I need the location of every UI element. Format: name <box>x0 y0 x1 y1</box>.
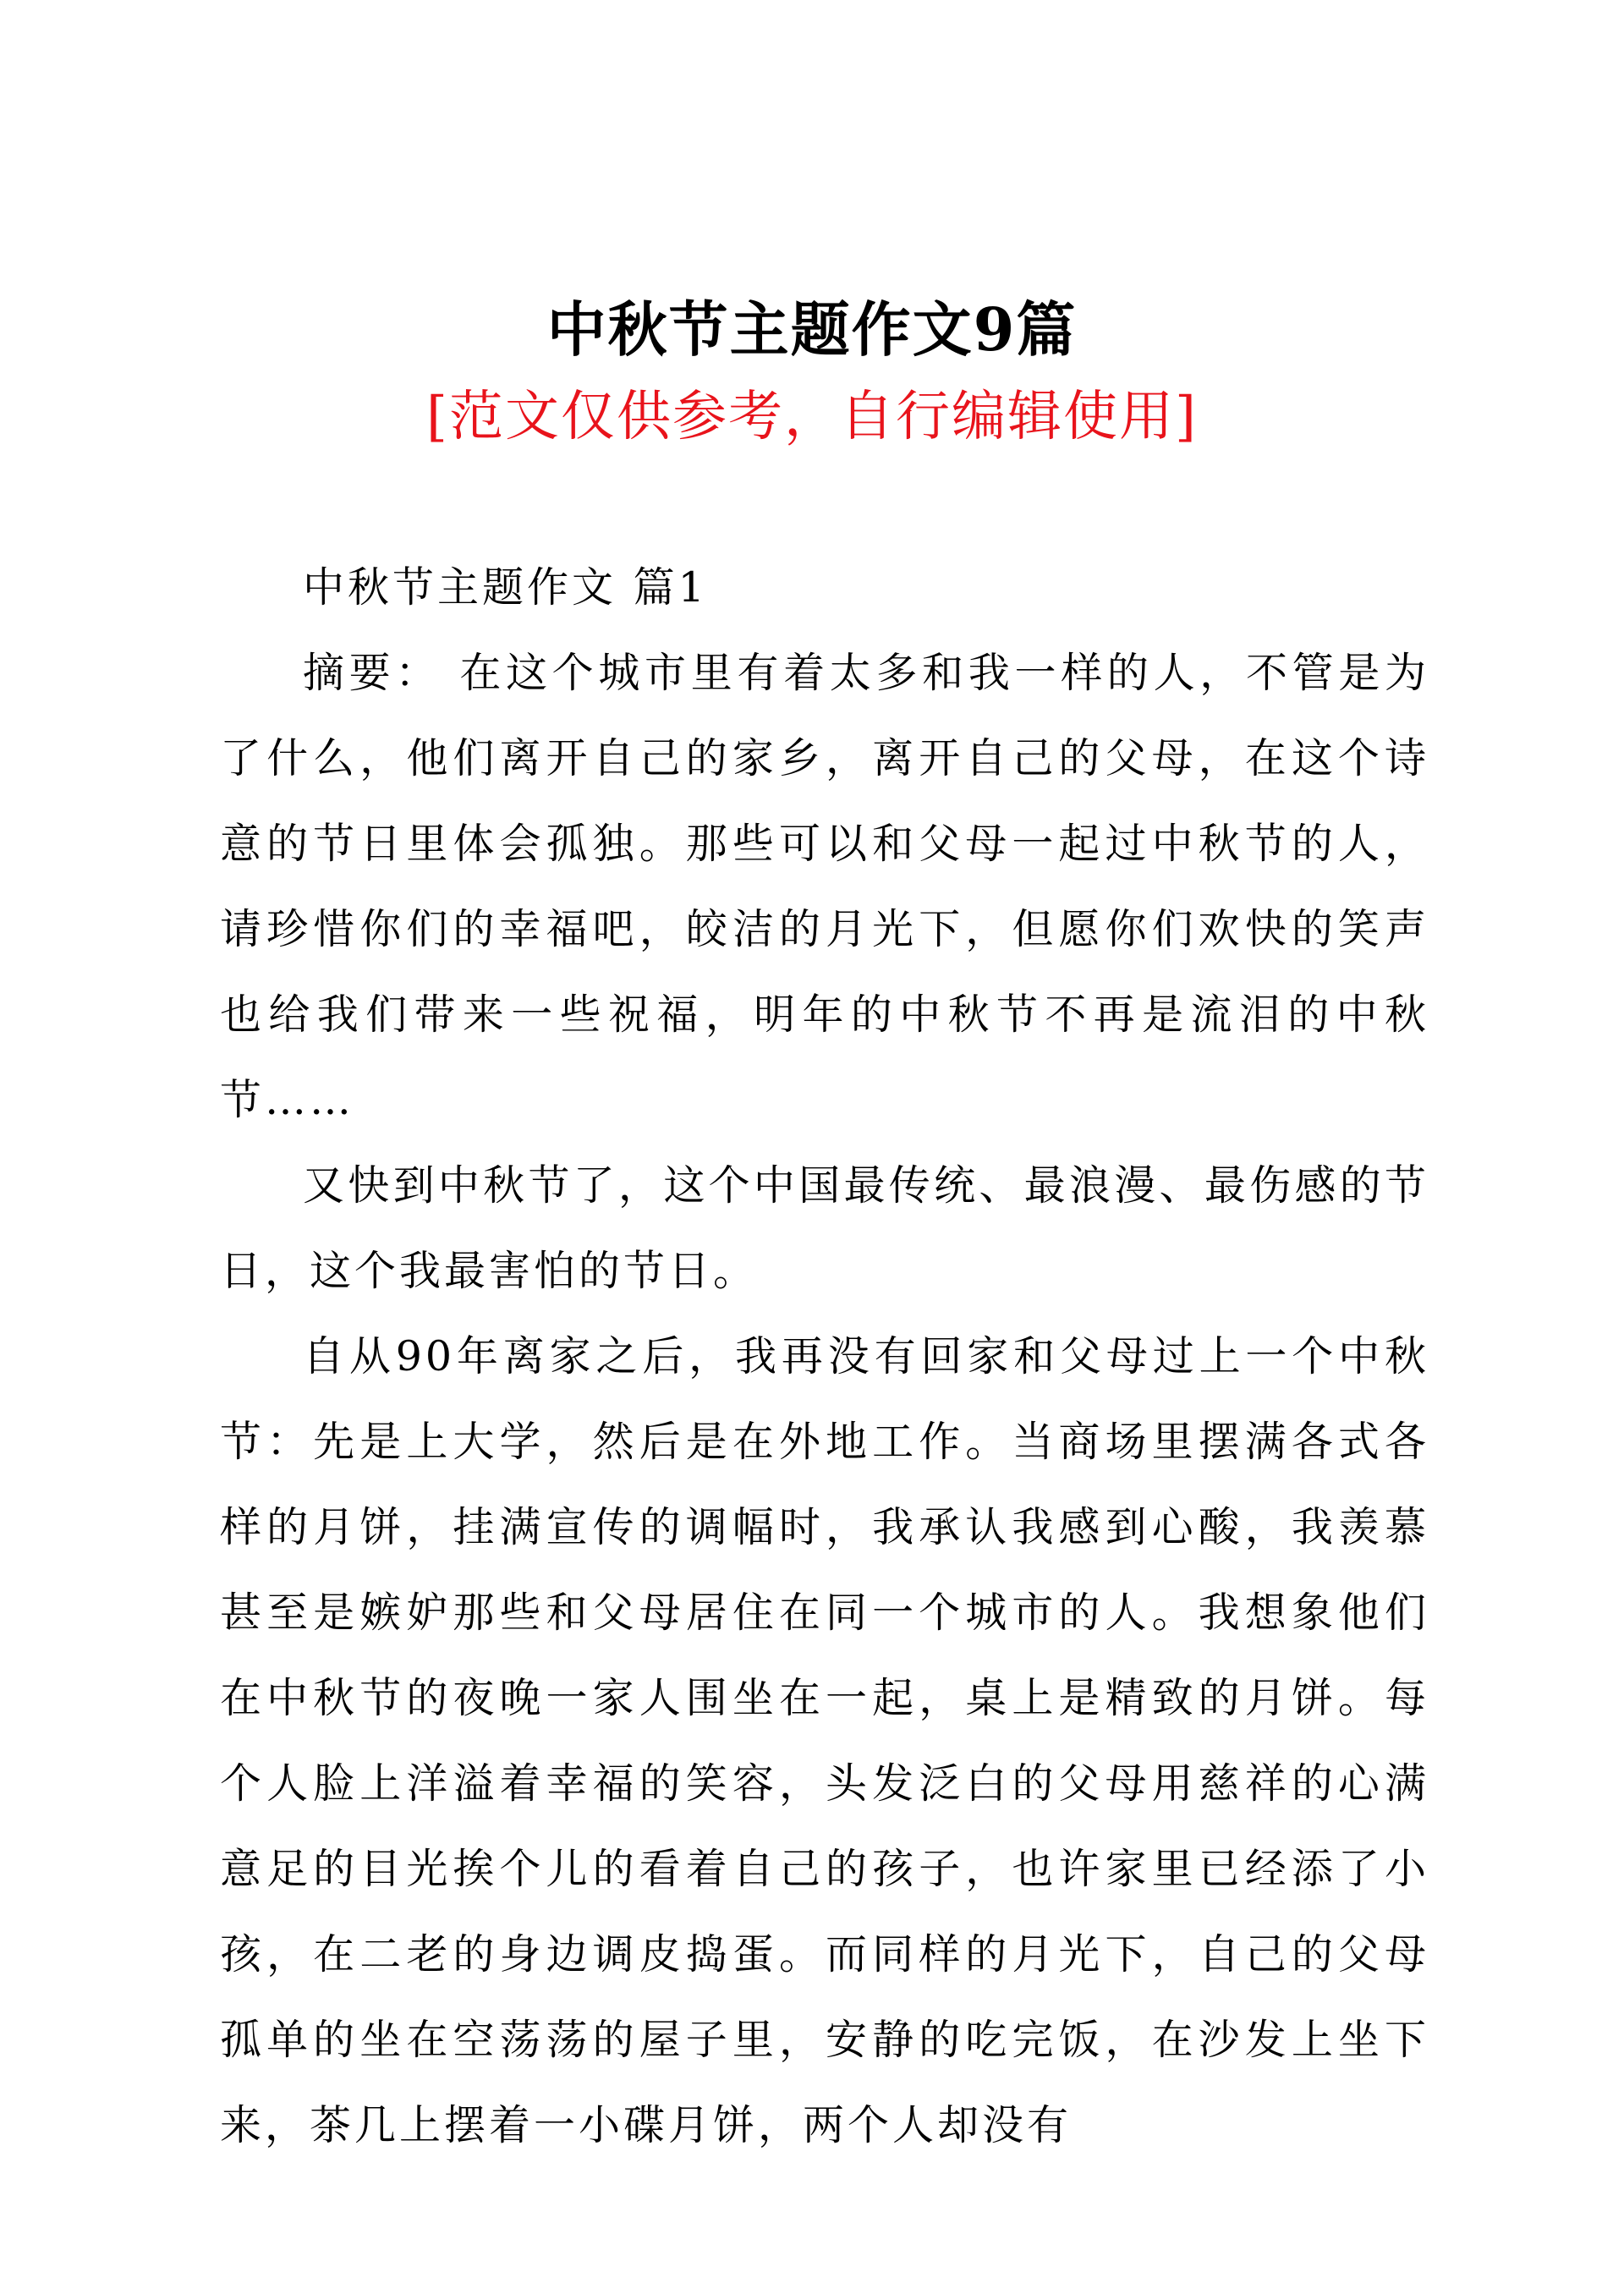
paragraph-3: 自从90年离家之后，我再没有回家和父母过上一个中秋节：先是上大学，然后是在外地工作。当商场里摆满各式各样的月饼，挂满宣传的调幅时，我承认我感到心酸，我羡慕甚至是嫉妒那些和父母居住在同一个城市的人。我想象他们在中秋节的夜晚一家人围坐在一起，桌上是精致的月饼。每个人脸上洋溢着幸福的笑容，头发泛白的父母用慈祥的心满意足的目光挨个儿的看着自己的孩子，也许家里已经添了小孩，在二老的身边调皮捣蛋。而同样的月光下，自己的父母孤单的坐在空荡荡的屋子里，安静的吃完饭，在沙发上坐下来，茶几上摆着一小碟月饼，两个人却没有 <box>220 1332 1429 2149</box>
document-title: 中秋节主题作文9篇 <box>546 294 1078 365</box>
section-heading: 中秋节主题作文 篇1 <box>303 563 708 612</box>
paragraph-2: 又快到中秋节了，这个中国最传统、最浪漫、最伤感的节日，这个我最害怕的节日。 <box>220 1161 1429 1295</box>
document-subtitle: [范文仅供参考，自行编辑使用] <box>426 386 1198 448</box>
document-body <box>220 545 1429 2168</box>
paragraph-abstract: 摘要： 在这个城市里有着太多和我一样的人，不管是为了什么，他们离开自己的家乡，离开自己的父母，在这个诗意的节日里体会孤独。那些可以和父母一起过中秋节的人，请珍惜你们的幸福吧，皎洁的月光下，但愿你们欢快的笑声也给我们带来一些祝福，明年的中秋节不再是流泪的中秋节…… <box>220 649 1429 1124</box>
